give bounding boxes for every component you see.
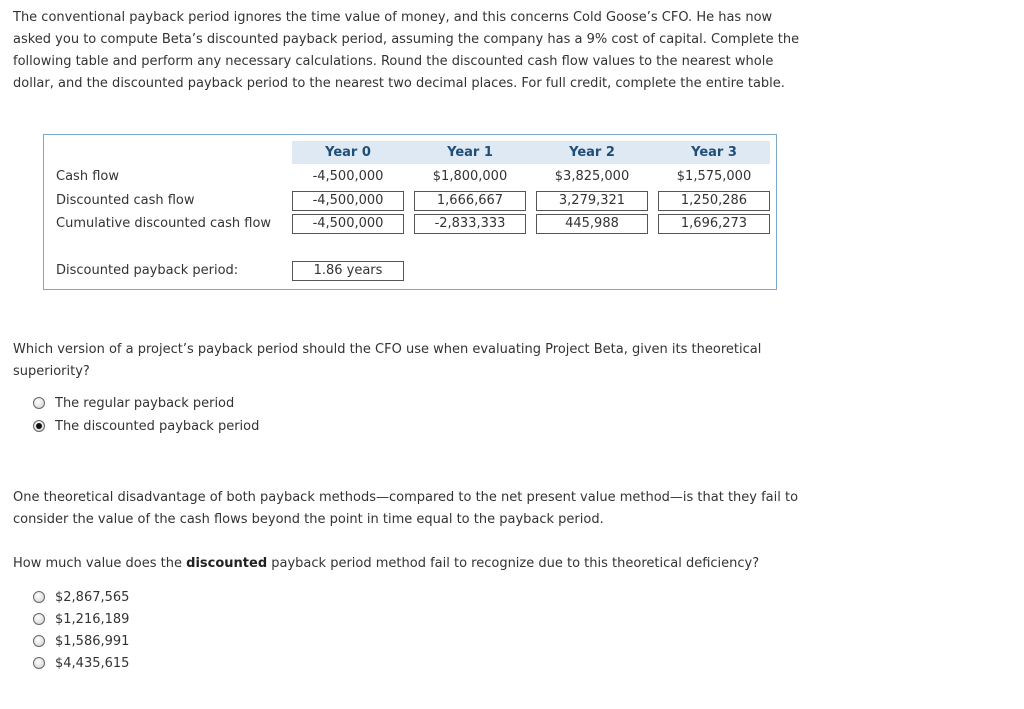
q1-option-discounted-label: The discounted payback period: [55, 419, 260, 434]
cash-flow-label: Cash flow: [56, 169, 119, 184]
radio-icon[interactable]: [33, 657, 45, 669]
q1-option-regular[interactable]: [33, 394, 234, 414]
radio-selected-icon[interactable]: [33, 420, 45, 432]
cumulative-dcf-label: Cumulative discounted cash flow: [56, 216, 272, 231]
year-2-header: Year 2: [569, 145, 615, 160]
q2-option-2-label: $1,216,189: [55, 612, 130, 627]
discounted-cash-flow-label: Discounted cash flow: [56, 193, 195, 208]
question-2-text: [13, 553, 813, 575]
radio-icon[interactable]: [33, 635, 45, 647]
radio-icon[interactable]: [33, 591, 45, 603]
question-1-text: Which version of a project’s payback period should the CFO use when evaluating Project Beta, given its theoretical superiority?: [13, 342, 762, 379]
cumulative-dcf-year-2-input[interactable]: 445,988: [536, 214, 648, 234]
discounted-cash-flow-year-1-input[interactable]: 1,666,667: [414, 191, 526, 211]
payback-period-input[interactable]: 1.86 years: [292, 261, 404, 281]
cash-flow-year-3: $1,575,000: [676, 169, 752, 184]
intro-text: The conventional payback period ignores the time value of money, and this concerns Cold Goose’s CFO. He has now asked you to compute Beta’s discounted payback period, assuming the company has a 9% cost of capital. Complete the following table and perform any necessary calculations. Round the discounted cash flow values to the nearest whole dollar, and the discounted payback period to the nearest two decimal places. For full credit, complete the entire table.: [13, 10, 800, 91]
cumulative-dcf-year-1-input[interactable]: -2,833,333: [414, 214, 526, 234]
paragraph-2-text: One theoretical disadvantage of both payback methods—compared to the net present value method—is that they fail to consider the value of the cash flows beyond the point in time equal to the payback period.: [13, 490, 799, 527]
cumulative-dcf-year-0-input[interactable]: -4,500,000: [292, 214, 404, 234]
payback-period-label: Discounted payback period:: [56, 263, 239, 278]
year-3-header: Year 3: [691, 145, 737, 160]
question-2-suffix: payback period method fail to recognize due to this theoretical deficiency?: [267, 556, 760, 571]
discounted-cash-flow-year-2-input[interactable]: 3,279,321: [536, 191, 648, 211]
q1-option-regular-label: The regular payback period: [55, 396, 235, 411]
q2-option-3-label: $1,586,991: [55, 634, 130, 649]
question-2-prefix: How much value does the: [13, 556, 187, 571]
cash-flow-year-0: -4,500,000: [312, 169, 384, 184]
question-2-emphasis: discounted: [186, 556, 268, 571]
discounted-cash-flow-year-3-input[interactable]: 1,250,286: [658, 191, 770, 211]
discounted-payback-table: [43, 134, 777, 290]
q2-option-3[interactable]: [33, 632, 129, 652]
year-0-header: Year 0: [325, 145, 371, 160]
q2-option-1[interactable]: [33, 588, 129, 608]
cash-flow-year-1: $1,800,000: [432, 169, 508, 184]
cash-flow-year-2: $3,825,000: [554, 169, 630, 184]
q2-option-4[interactable]: [33, 654, 129, 674]
q2-option-2[interactable]: [33, 610, 129, 630]
discounted-cash-flow-year-0-input[interactable]: -4,500,000: [292, 191, 404, 211]
radio-icon[interactable]: [33, 613, 45, 625]
radio-icon[interactable]: [33, 397, 45, 409]
cumulative-dcf-year-3-input[interactable]: 1,696,273: [658, 214, 770, 234]
q2-option-4-label: $4,435,615: [55, 656, 130, 671]
q2-option-1-label: $2,867,565: [55, 590, 130, 605]
q1-option-discounted[interactable]: [33, 417, 259, 437]
year-1-header: Year 1: [447, 145, 493, 160]
